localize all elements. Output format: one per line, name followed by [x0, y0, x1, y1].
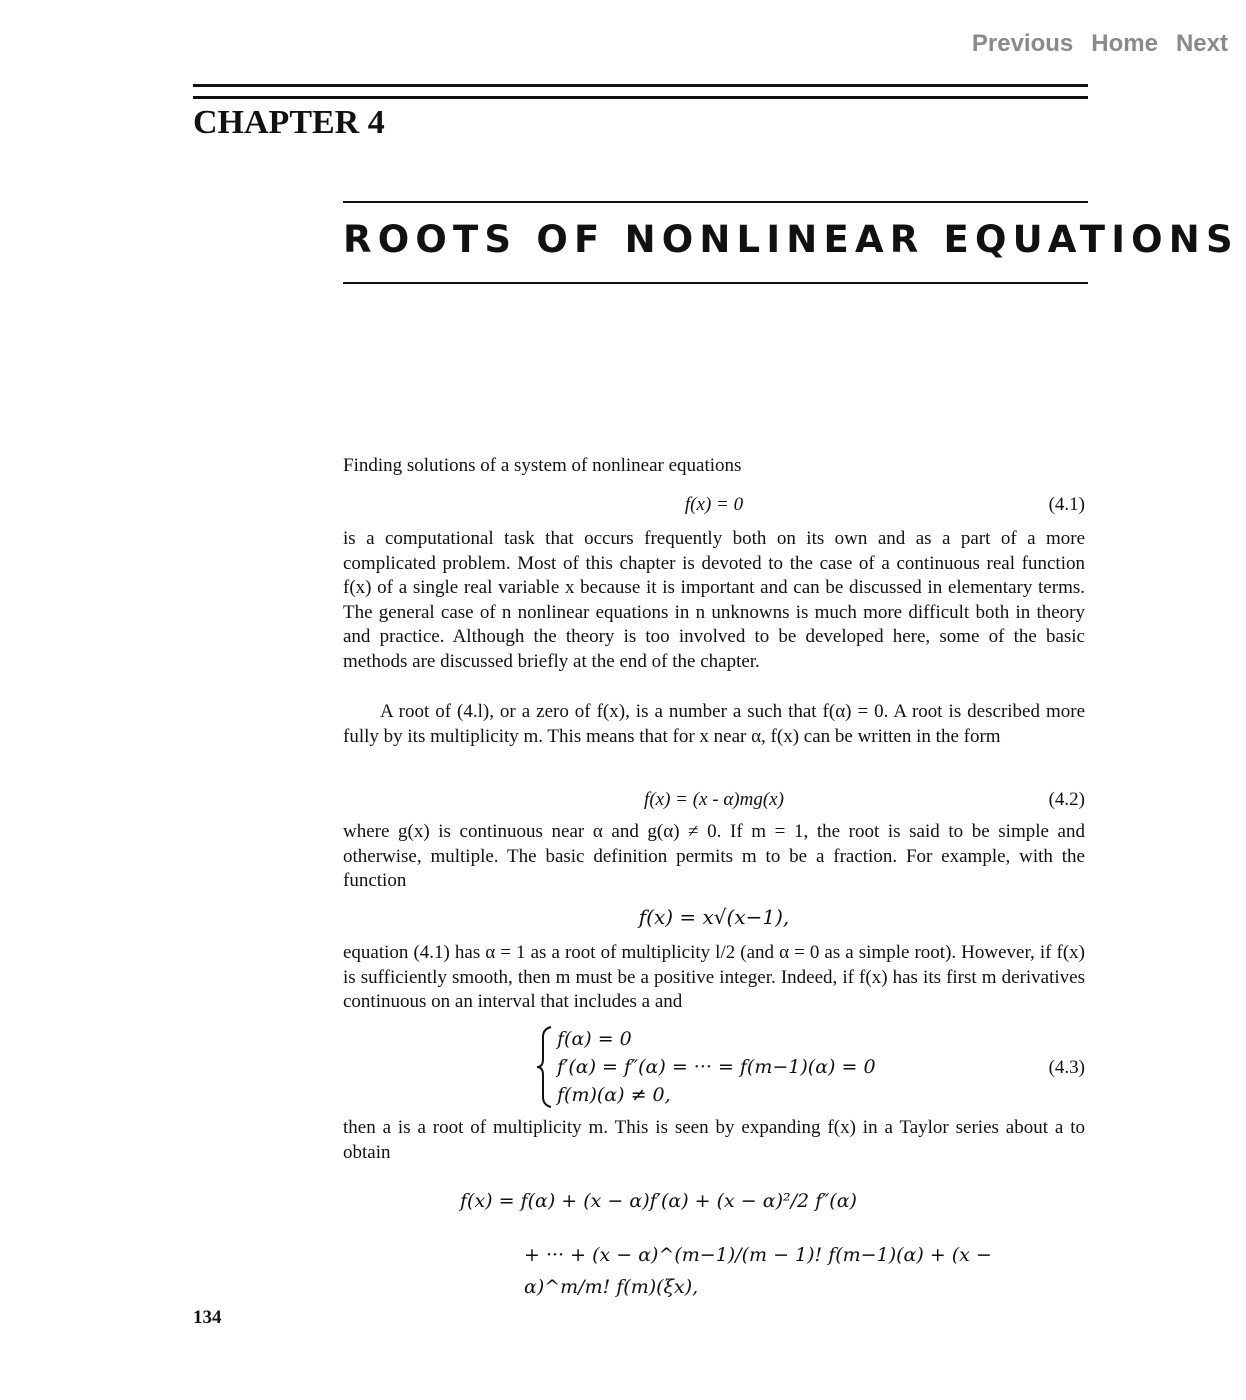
equation-line: f′(α) = f″(α) = ··· = f(m−1)(α) = 0 [557, 1056, 876, 1078]
equation-line: f(m)(α) ≠ 0, [557, 1084, 671, 1106]
equation-expression: f(x) = (x - α)mg(x) [644, 789, 784, 810]
paragraph-text: Finding solutions of a system of nonlinear equations [343, 455, 742, 476]
paragraph-intro [343, 454, 1085, 479]
equation-example [343, 905, 1085, 935]
home-link[interactable]: Home [1091, 30, 1158, 57]
paragraph-3 [343, 700, 1085, 749]
paragraph-2 [343, 527, 1085, 675]
title-rule-top [343, 201, 1088, 203]
equation-4-1 [343, 494, 1085, 520]
paragraph-4 [343, 820, 1085, 894]
chapter-label: CHAPTER 4 [193, 104, 385, 141]
left-brace-icon [535, 1025, 555, 1109]
title-rule-bottom [343, 282, 1088, 284]
taylor-expansion [460, 1185, 1000, 1303]
previous-link[interactable]: Previous [971, 30, 1074, 57]
equation-line: + ··· + (x − α)^(m−1)/(m − 1)! f(m−1)(α) + (x − α)^m/m! f(m)(ξx), [524, 1244, 992, 1298]
top-navigation [972, 30, 1228, 58]
paragraph-text: A root of (4.l), or a zero of f(x), is a number a such that f(α) = 0. A root is described more fully by its multiplicity m. This means that for x near α, f(x) can be written in the form [343, 701, 1085, 747]
page-number: 134 [193, 1307, 222, 1328]
equation-line: f(x) = f(α) + (x − α)f′(α) + (x − α)²/2 f″(α) [460, 1190, 857, 1212]
equation-number: (4.3) [1048, 1057, 1085, 1078]
equation-number: (4.2) [1048, 789, 1085, 810]
paragraph-6 [343, 1116, 1085, 1165]
header-rule-top [193, 84, 1088, 87]
paragraph-5 [343, 941, 1085, 1015]
paragraph-text: where g(x) is continuous near α and g(α) ≠ 0. If m = 1, the root is said to be simple and otherwise, multiple. The basic definition permits m to be a fraction. For example, with the function [343, 821, 1085, 892]
paragraph-text: equation (4.1) has α = 1 as a root of multiplicity l/2 (and α = 0 as a simple root). However, if f(x) is sufficiently smooth, then m must be a positive integer. Indeed, if f(x) has its first m derivatives continuous on an interval that includes a and [343, 942, 1085, 1013]
equation-number: (4.1) [1048, 494, 1085, 515]
equation-4-3 [535, 1025, 1085, 1109]
chapter-title: ROOTS OF NONLINEAR EQUATIONS [343, 218, 1239, 261]
equation-lines [557, 1025, 876, 1109]
next-link[interactable]: Next [1175, 30, 1228, 57]
equation-4-2 [343, 789, 1085, 815]
paragraph-text: is a computational task that occurs frequently both on its own and as a part of a more complicated problem. Most of this chapter is devoted to the case of a continuous real function f(x) of a single real variable x because it is important and can be discussed in elementary terms. The general case of n nonlinear equations in n unknowns is much more difficult both in theory and practice. Although the theory is too involved to be developed here, some of the basic methods are discussed briefly at the end of the chapter. [343, 528, 1085, 672]
paragraph-text: then a is a root of multiplicity m. This is seen by expanding f(x) in a Taylor series about a to obtain [343, 1117, 1085, 1163]
header-rule-bottom [193, 96, 1088, 99]
equation-line: f(α) = 0 [557, 1028, 632, 1050]
equation-expression: f(x) = 0 [684, 494, 744, 515]
equation-expression: f(x) = x√(x−1), [638, 905, 790, 929]
